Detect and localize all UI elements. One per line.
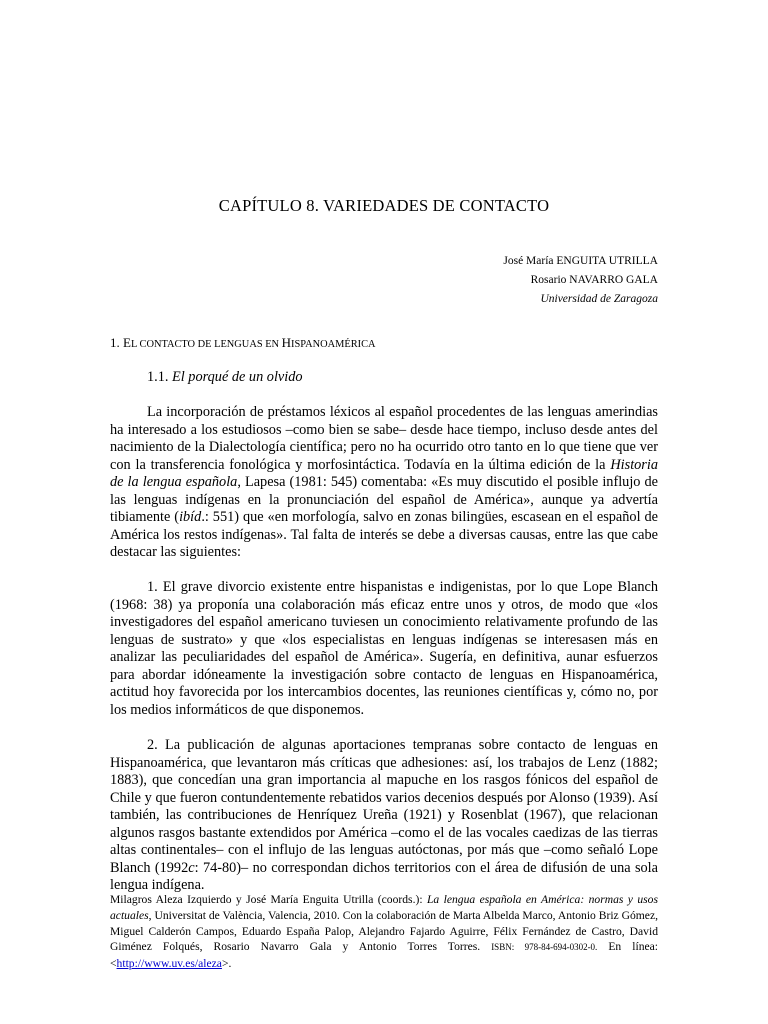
body-paragraph: 2. La publicación de algunas aportaciones tempranas sobre contacto de lenguas en Hispanoamérica, que levantaron más críticas que adhesiones: así, los trabajos de Lenz (1882; 1883), que concedían una gran importancia al mapuche en los rasgos fónicos del español de Chile y que fueron contundentemente rebatidos varios decenios después por Alonso (1939). Así también, las contribuciones de Henríquez Ureña (1921) y Rosenblat (1967), que relacionan algunos rasgos bastante extendidos por América –como el de las vocales caedizas de las tierras altas continentales– con el influjo de las lenguas autóctonas, por más que –como señaló Lope Blanch (1992c: 74-80)– no correspondan dichos territorios con el área de difusión de una sola lengua indígena. (110, 737, 658, 893)
chapter-title: CAPÍTULO 8. VARIEDADES DE CONTACTO (218, 196, 550, 215)
author-name: Rosario NAVARRO GALA (530, 274, 658, 286)
author-affiliation: Universidad de Zaragoza (540, 293, 658, 305)
body-paragraph: La incorporación de préstamos léxicos al español procedentes de las lenguas amerindias ha interesado a los estudiosos –como bien se sabe– desde hace tiempo, incluso desde antes del nacimiento de la Dialectología científica; pero no ha ocurrido otro tanto en lo que tiene que ver con la transferencia fonológica y morfosintáctica. Todavía en la última edición de la Historia de la lengua española, Lapesa (1981: 545) comentaba: «Es muy discutido el posible influjo de las lenguas indígenas en la pronunciación del español de América», aunque ya advertía tibiamente (ibíd.: 551) que «en morfología, salvo en zonas bilingües, escasean en el español de América los restos indígenas». Tal falta de interés se debe a diversas causas, entre las que cabe destacar las siguientes: (110, 404, 658, 560)
subsection-heading: 1.1. El porqué de un olvido (147, 369, 303, 385)
author-block (503, 252, 658, 309)
footnote-link[interactable]: http://www.uv.es/aleza (116, 957, 222, 971)
author-name: José María ENGUITA UTRILLA (503, 255, 658, 267)
footnote: Milagros Aleza Izquierdo y José María Enguita Utrilla (coords.): La lengua española en América: normas y usos actuales, Universitat de València, Valencia, 2010. Con la colaboración de Marta Albelda Marco, Antonio Briz Gómez, Miguel Calderón Campos, Eduardo España Palop, Alejandro Fajardo Aguirre, Félix Fernández de Castro, David Giménez Folqués, Rosario Navarro Gala y Antonio Torres Torres. ISBN: 978-84-694-0302-0. En línea: <http://www.uv.es/aleza>. (110, 893, 658, 971)
body-paragraph: 1. El grave divorcio existente entre hispanistas e indigenistas, por lo que Lope Blanch (1968: 38) ya proponía una colaboración más eficaz entre unos y otros, de modo que «los investigadores del español americano tuviesen un conocimiento relativamente profundo de las lenguas de sustrato» y que «los especialistas en lenguas indígenas se interesasen más en analizar las peculiaridades del español de América». Sugería, en definitiva, aunar esfuerzos para abordar idóneamente la investigación sobre contacto de lenguas en Hispanoamérica, actitud hoy favorecida por los intercambios docentes, las reuniones científicas y, cómo no, por los medios informáticos de que disponemos. (110, 579, 658, 718)
section-heading: 1. EL CONTACTO DE LENGUAS EN HISPANOAMÉRICA (110, 335, 376, 350)
